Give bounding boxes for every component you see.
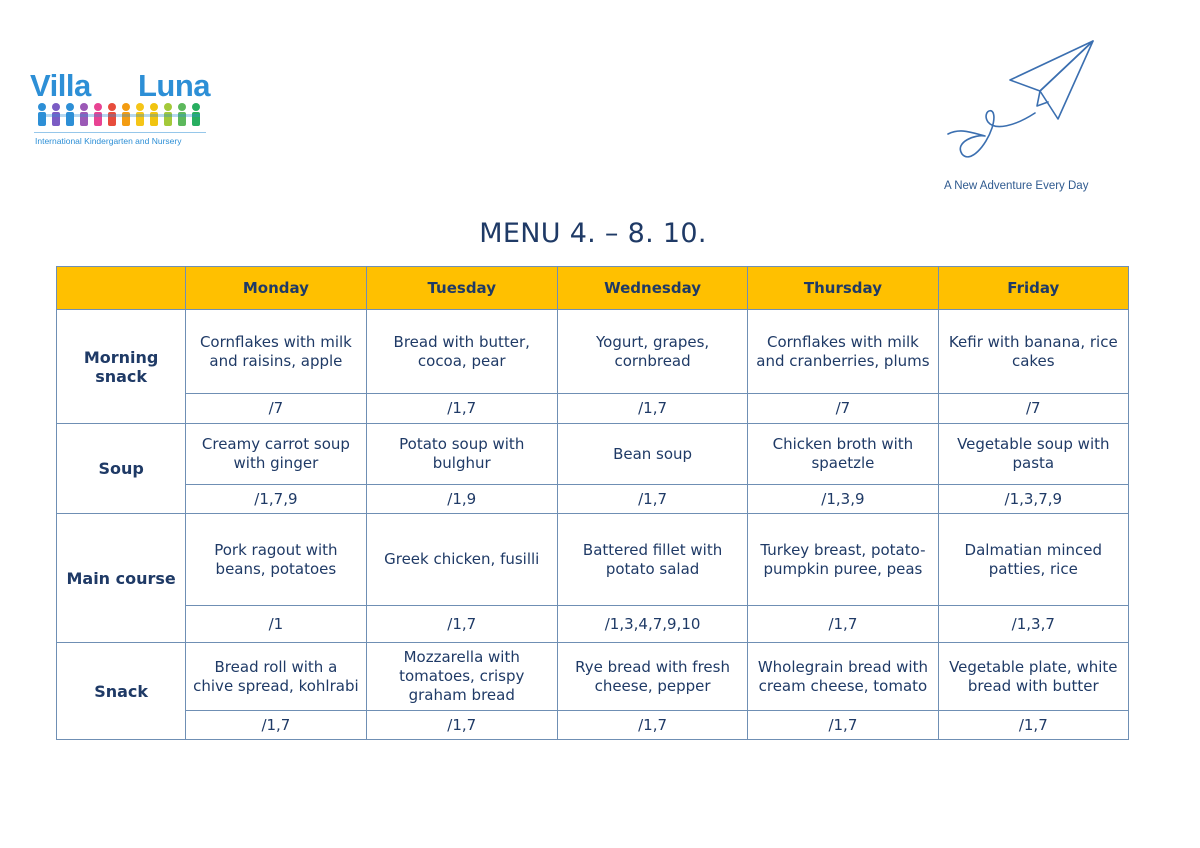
logo-word-villa: Villa: [30, 68, 91, 103]
children-chain-icon: [34, 102, 208, 128]
paper-plane-icon: [940, 36, 1100, 171]
allergen-code: /1,7: [557, 711, 747, 740]
meal-item: Vegetable soup with pasta: [938, 424, 1128, 485]
page-title: MENU 4. – 8. 10.: [479, 218, 707, 249]
meal-item: Bread roll with a chive spread, kohlrabi: [186, 643, 366, 711]
meal-item: Chicken broth with spaetzle: [748, 424, 938, 485]
allergen-code: /1,7: [366, 711, 557, 740]
allergen-code: /1,7: [557, 394, 747, 424]
meal-item: Pork ragout with beans, potatoes: [186, 514, 366, 606]
villa-luna-logo: [28, 52, 218, 152]
logo-divider: [34, 132, 206, 133]
meal-row: [57, 514, 1129, 606]
header-row: [57, 267, 1129, 310]
allergen-code: /7: [186, 394, 366, 424]
allergen-row: [57, 606, 1129, 643]
meal-item: Bread with butter, cocoa, pear: [366, 310, 557, 394]
meal-name: Main course: [57, 514, 186, 643]
header-corner: [57, 267, 186, 310]
meal-item: Wholegrain bread with cream cheese, tomato: [748, 643, 938, 711]
meal-item: Dalmatian minced patties, rice: [938, 514, 1128, 606]
allergen-code: /1,7: [748, 606, 938, 643]
slogan: A New Adventure Every Day: [944, 180, 1089, 192]
meal-item: Kefir with banana, rice cakes: [938, 310, 1128, 394]
meal-item: Yogurt, grapes, cornbread: [557, 310, 747, 394]
allergen-code: /1,3,7: [938, 606, 1128, 643]
allergen-code: /1,7: [748, 711, 938, 740]
meal-name: Snack: [57, 643, 186, 740]
meal-item: Cornflakes with milk and raisins, apple: [186, 310, 366, 394]
allergen-code: /1,3,4,7,9,10: [557, 606, 747, 643]
meal-name: Morning snack: [57, 310, 186, 424]
meal-item: Turkey breast, potato-pumpkin puree, peas: [748, 514, 938, 606]
allergen-code: /7: [938, 394, 1128, 424]
allergen-row: [57, 394, 1129, 424]
day-header: Wednesday: [557, 267, 747, 310]
allergen-row: [57, 485, 1129, 514]
allergen-code: /7: [748, 394, 938, 424]
meal-item: Battered fillet with potato salad: [557, 514, 747, 606]
meal-row: [57, 310, 1129, 394]
logo-tagline: International Kindergarten and Nursery: [35, 136, 182, 146]
menu-table: [56, 266, 1129, 740]
allergen-code: /1,7: [557, 485, 747, 514]
meal-item: Creamy carrot soup with ginger: [186, 424, 366, 485]
day-header: Thursday: [748, 267, 938, 310]
meal-row: [57, 643, 1129, 711]
day-header: Friday: [938, 267, 1128, 310]
allergen-code: /1,7: [366, 606, 557, 643]
day-header: Tuesday: [366, 267, 557, 310]
allergen-row: [57, 711, 1129, 740]
meal-item: Greek chicken, fusilli: [366, 514, 557, 606]
allergen-code: /1,9: [366, 485, 557, 514]
meal-item: Mozzarella with tomatoes, crispy graham bread: [366, 643, 557, 711]
logo-word-luna: Luna: [138, 68, 211, 103]
allergen-code: /1,7: [938, 711, 1128, 740]
meal-item: Vegetable plate, white bread with butter: [938, 643, 1128, 711]
meal-item: Potato soup with bulghur: [366, 424, 557, 485]
allergen-code: /1: [186, 606, 366, 643]
meal-item: Rye bread with fresh cheese, pepper: [557, 643, 747, 711]
meal-item: Bean soup: [557, 424, 747, 485]
allergen-code: /1,7: [186, 711, 366, 740]
meal-name: Soup: [57, 424, 186, 514]
allergen-code: /1,7,9: [186, 485, 366, 514]
allergen-code: /1,3,7,9: [938, 485, 1128, 514]
allergen-code: /1,7: [366, 394, 557, 424]
meal-row: [57, 424, 1129, 485]
meal-item: Cornflakes with milk and cranberries, plums: [748, 310, 938, 394]
allergen-code: /1,3,9: [748, 485, 938, 514]
day-header: Monday: [186, 267, 366, 310]
